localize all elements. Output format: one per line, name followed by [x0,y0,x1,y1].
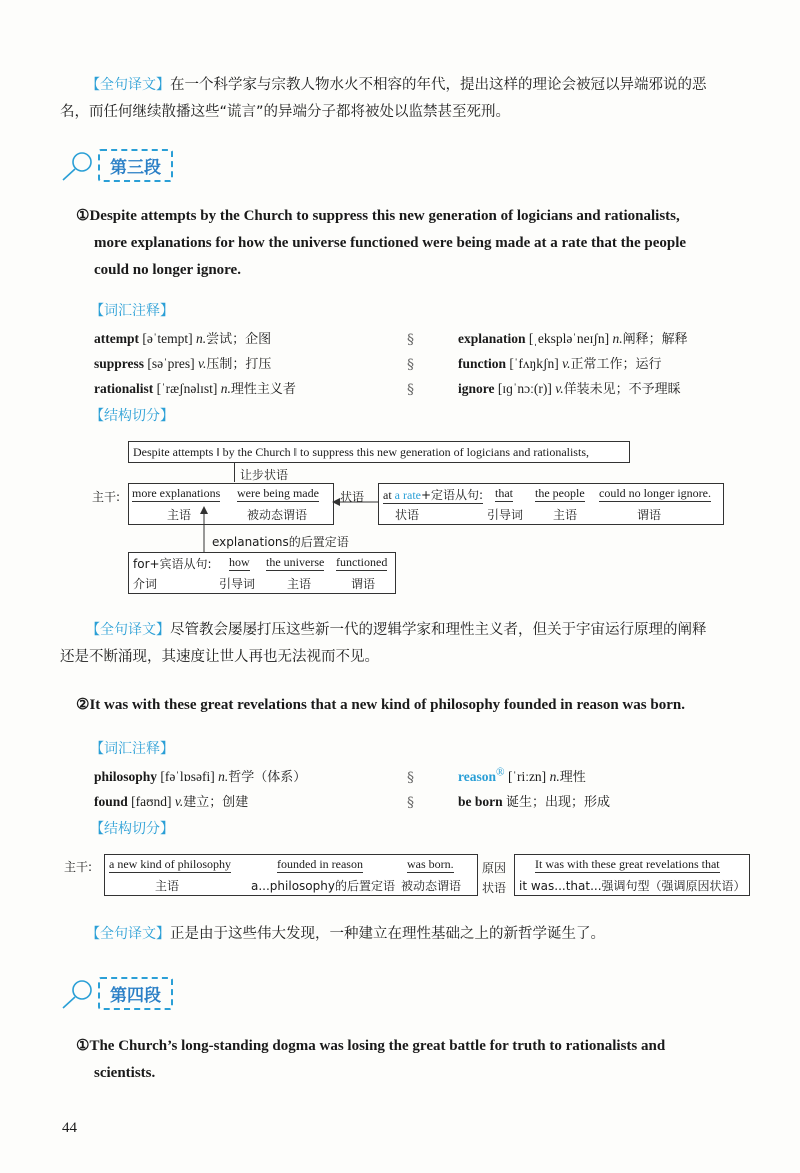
sentence-1: ①Despite attempts by the Church to suppress this new generation of logicians and rationalists, more explanations for how the universe functioned were being made at a rate that the people could no longer ignore. [76,208,687,278]
vocab-item: reason® [ˈriːzn] n.理性 [458,766,586,785]
adverbial-box: at a rate+定语从句: 状语 that 引导词 the people 主语 could no longer ignore. 谓语 [378,483,724,525]
vocab-item: function [ˈfʌŋkʃn] v.正常工作；运行 [458,356,662,372]
p2-translation-cont: 名，而任何继续散播这些“谎言”的异端分子都将被处以监禁甚至死刑。 [60,104,511,120]
vocab-item: philosophy [fəˈlɒsəfi] n.哲学（体系） [94,769,307,785]
vocab-item: ignore [ɪɡˈnɔː(r)] v.佯装未见；不予理睬 [458,381,681,397]
structure-label: 【结构切分】 [90,821,174,837]
connector-line [234,462,235,482]
adverbial-label: 状语 [340,490,365,504]
vocab-label: 【词汇注释】 [90,303,174,319]
vocab-label: 【词汇注释】 [90,741,174,757]
section-heading-4 [58,976,173,1010]
page-number: 44 [62,1120,77,1136]
section-title: 第四段 [98,977,173,1010]
arrow-up-icon [199,506,209,552]
p2-translation: 【全句译文】在一个科学家与宗教人物水火不相容的年代，提出这样的理论会被冠以异端邪说的恶 [86,77,707,93]
vocab-item: be born 诞生；出现；形成 [458,794,611,810]
main-clause-label: 主干: [64,860,93,874]
s2-translation: 【全句译文】正是由于这些伟大发现，一种建立在理性基础之上的新哲学诞生了。 [86,926,605,942]
main-clause-label: 主干: [92,490,121,504]
reason-label: 原因 状语 [482,861,507,895]
vocab-item: suppress [səˈpres] v.压制；打压 [94,356,272,372]
subject-en: more explanations [132,486,221,500]
separator-squiggle: § § § [407,332,414,398]
vocab-list-left [94,766,306,816]
concession-clause-box: Despite attempts ‖ by the Church ‖ to suppress this new generation of logicians and rationalists, [128,441,630,463]
subject-cn: 主语 [167,508,192,522]
for-clause-box: for+宾语从句: 介词 how 引导词 the universe 主语 functioned 谓语 [128,552,396,594]
magnifier-icon [58,976,98,1010]
verb-cn: 被动态谓语 [247,508,308,522]
vocab-item: found [faʊnd] v.建立；创建 [94,794,249,810]
sentence-3: ①The Church’s long-standing dogma was losing the great battle for truth to rationalists and scientists. [76,1038,666,1081]
vocab-list-right [458,766,610,816]
arrow-left-icon [332,497,378,507]
s1-translation: 【全句译文】尽管教会屡屡打压这些新一代的逻辑学家和理性主义者，但关于宇宙运行原理的阐释 [86,622,707,638]
main-clause-box-2: a new kind of philosophy 主语 founded in reason a...philosophy的后置定语 was born. 被动态谓语 [104,854,478,896]
vocab-item: attempt [əˈtempt] n.尝试；企图 [94,331,272,347]
emphasis-box: It was with these great revelations that it was...that...强调句型（强调原因状语） [514,854,750,896]
concession-label: 让步状语 [240,468,289,482]
s1-translation-cont: 还是不断涌现，其速度让世人再也无法视而不见。 [60,649,379,665]
verb-en: were being made [237,486,319,500]
postmodifier-label: explanations的后置定语 [212,535,349,549]
main-clause-box [128,483,334,525]
structure-label: 【结构切分】 [90,408,174,424]
section-title: 第三段 [98,149,173,182]
vocab-item: rationalist [ˈræʃnəlɪst] n.理性主义者 [94,381,296,397]
vocab-item: explanation [ˌekspləˈneɪʃn] n.阐释；解释 [458,331,688,347]
adverbial-cn: 状语 [395,508,420,522]
sentence-2: ②It was with these great revelations that a new kind of philosophy founded in reason was born. [76,697,685,713]
separator-squiggle: § § [407,770,414,811]
translation-label: 【全句译文】 [86,77,170,93]
